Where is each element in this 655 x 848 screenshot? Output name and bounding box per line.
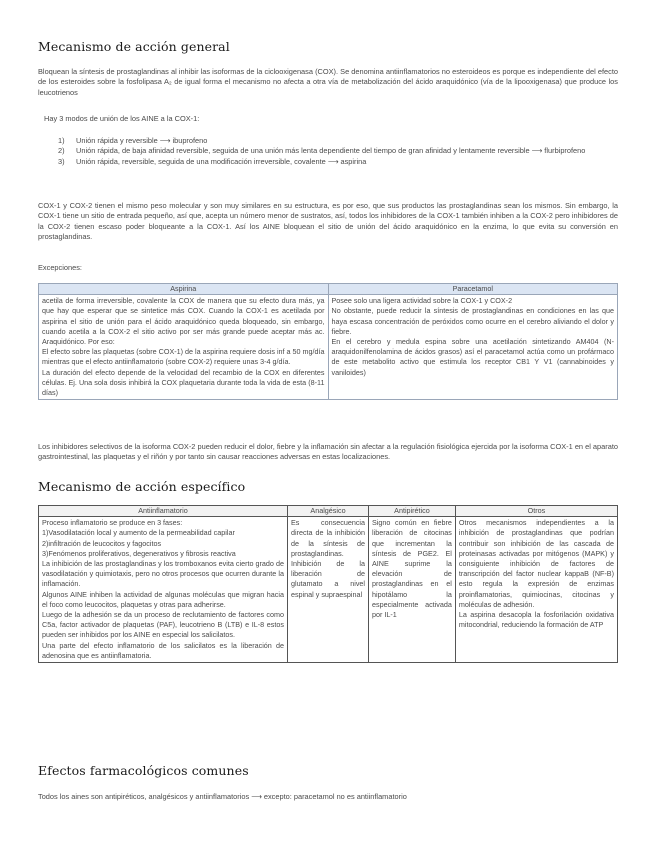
- list-item: 1) Unión rápida y reversible ⟶ ibuprofeno: [58, 136, 208, 145]
- section-title-specific: Mecanismo de acción específico: [38, 479, 246, 494]
- header-paracetamol: Paracetamol: [328, 284, 618, 295]
- binding-modes-list: [38, 136, 618, 167]
- paracetamol-cell: Posee solo una ligera actividad sobre la COX-1 y COX-2 No obstante, puede reducir la síntesis de prostaglandinas en condiciones en las que haya escasa concentración de peróxidos como ocurre en el cerebro aliviando el dolor y fiebre. En el cerebro y medula espina sobre una acetilación sintetizando AM404 (N-araquidonilfenolamina de ácidos grasos) así el paracetamol actúa como un profármaco de este metabolito activo que estimula los receptor CB1 Y V1 (cannabinoides y vaniloides): [328, 295, 618, 400]
- aspirina-cell: acetila de forma irreversible, covalente la COX de manera que su efecto dura más, ya que hay que esperar que se sintetice más COX. Cuando la COX-1 es acetilada por aspirina el sitio de unión para el ácido araquidónico queda bloqueado, sin embargo, cuando acetila a la COX-2 el sitio activo por ser más grande puede aceptar más ac. Araquidónico. Por eso: El efecto sobre las plaquetas (sobre COX-1) de la aspirina requiere dosis inf a 50 mg/día mientras que el efecto antiinflamatorio (sobre COX-2) requiere unas 3-4 g/día. La duración del efecto depende de la velocidad del recambio de la COX en diferentes células. Ej. Una sola dosis inhibirá la COX plaquetaria durante toda la vida de esta (8-11 días): [39, 295, 329, 400]
- header-otros: Otros: [455, 506, 617, 517]
- mechanism-table: [38, 505, 618, 663]
- section-title-effects: Efectos farmacológicos comunes: [38, 763, 249, 778]
- header-antipiretico: Antipirético: [369, 506, 456, 517]
- header-analgesico: Analgésico: [287, 506, 368, 517]
- exceptions-label: Excepciones:: [38, 263, 82, 272]
- antipiretico-cell: Signo común en fiebre liberación de citocinas que incrementan la síntesis de PGE2. El AINE suprime la elevación de prostaglandinas en el hipotálamo la especialmente activada por IL-1: [369, 517, 456, 663]
- header-aspirina: Aspirina: [39, 284, 329, 295]
- cox-paragraph: COX-1 y COX-2 tienen el mismo peso molecular y son muy similares en su estructura, es por eso, que sus productos las prostaglandinas sean los mismos. Sin embargo, la COX-1 tiene un sitio de entrada pequeño, así que, acepta un número menor de sustratos, así, todos los inhibidores de la COX-1 también inhiben a la COX-2 pero inhibidores de la COX-2 tienen escaso poder bloqueante a la COX-1. Así los AINE bloquean el sitio de unión del ácido araquidónico en la enzima, lo que evita su conversión en prostaglandinas.: [38, 201, 618, 242]
- list-item: 3) Unión rápida, reversible, seguida de una modificación irreversible, covalente ⟶ aspirina: [58, 156, 367, 166]
- intro-paragraph: Bloquean la síntesis de prostaglandinas al inhibir las isoformas de la ciclooxigenasa (COX). Se denomina antiinflamatorios no esteroideos es porque es independiente del efecto de los esteroides sobre la fosfolipasa A₂ de igual forma el mecanismo no afecta a otra vía de metabolización del ácido araquidónico (vía de la lipooxigenasa) que produce los leucotrienos: [38, 67, 618, 97]
- effects-paragraph: Todos los aines son antipiréticos, analgésicos y antiinflamatorios ⟶ excepto: paracetamol no es antiinflamatorio: [38, 792, 407, 801]
- antiinflamatorio-cell: Proceso inflamatorio se produce en 3 fases: 1)Vasodilatación local y aumento de la permeabilidad capilar 2)infiltración de leucocitos y fagocitos 3)Fenómenos proliferativos, degenerativos y fibrosis reactiva La inhibición de las prostaglandinas y los tromboxanos evita cierto grado de vasodilatación y quimiotaxis, pero no otros procesos que ocurren durante la inflamación. Algunos AINE inhiben la actividad de algunas moléculas que migran hacia el foco como leucocitos, plaquetas y otras para adherirse. Luego de la adhesión se da un proceso de reclutamiento de factores como C5a, factor activador de plaquetas (PAF), leucotrieno B (LTB) e IL-8 estos pueden ser inhibidos por los AINE en especial los salicilatos. Una parte del efecto inflamatorio de los salicilatos es la liberación de adenosina que es antiinflamatoria.: [39, 517, 288, 663]
- list-item: 2) Unión rápida, de baja afinidad reversible, seguida de una unión más lenta dependiente del tiempo de gran afinidad y lentamente reversible ⟶ flurbiprofeno: [58, 146, 586, 156]
- cox2-selective-paragraph: Los inhibidores selectivos de la isoforma COX-2 pueden reducir el dolor, fiebre y la inflamación sin afectar a la regulación fisiológica ejercida por la isoforma COX-1 en el aparato gastrointestinal, las plaquetas y el riñón y por tanto sin causar reacciones adversas en estas localizaciones.: [38, 442, 618, 462]
- modes-intro: Hay 3 modos de unión de los AINE a la COX-1:: [44, 114, 200, 123]
- section-title-general: Mecanismo de acción general: [38, 39, 230, 54]
- otros-cell: Otros mecanismos independientes a la inhibición de prostaglandinas que podrían contribuir son inhibición de las cascada de proteinasas activadas por mitógenos (MAPK) y consiguiente inhibición de factores de transcripción del factor nuclear kappaB (NF-B) esto regula la expresión de enzimas proinflamatorias, quimiocinas, citocinas y moléculas de adhesión. La aspirina desacopla la fosforilación oxidativa mitocondrial, reduciendo la formación de ATP: [455, 517, 617, 663]
- exceptions-table: [38, 283, 618, 400]
- header-antiinflamatorio: Antiinflamatorio: [39, 506, 288, 517]
- analgesico-cell: Es consecuencia directa de la inhibición de la síntesis de prostaglandinas. Inhibición de la liberación de glutamato a nivel espinal y supraespinal: [287, 517, 368, 663]
